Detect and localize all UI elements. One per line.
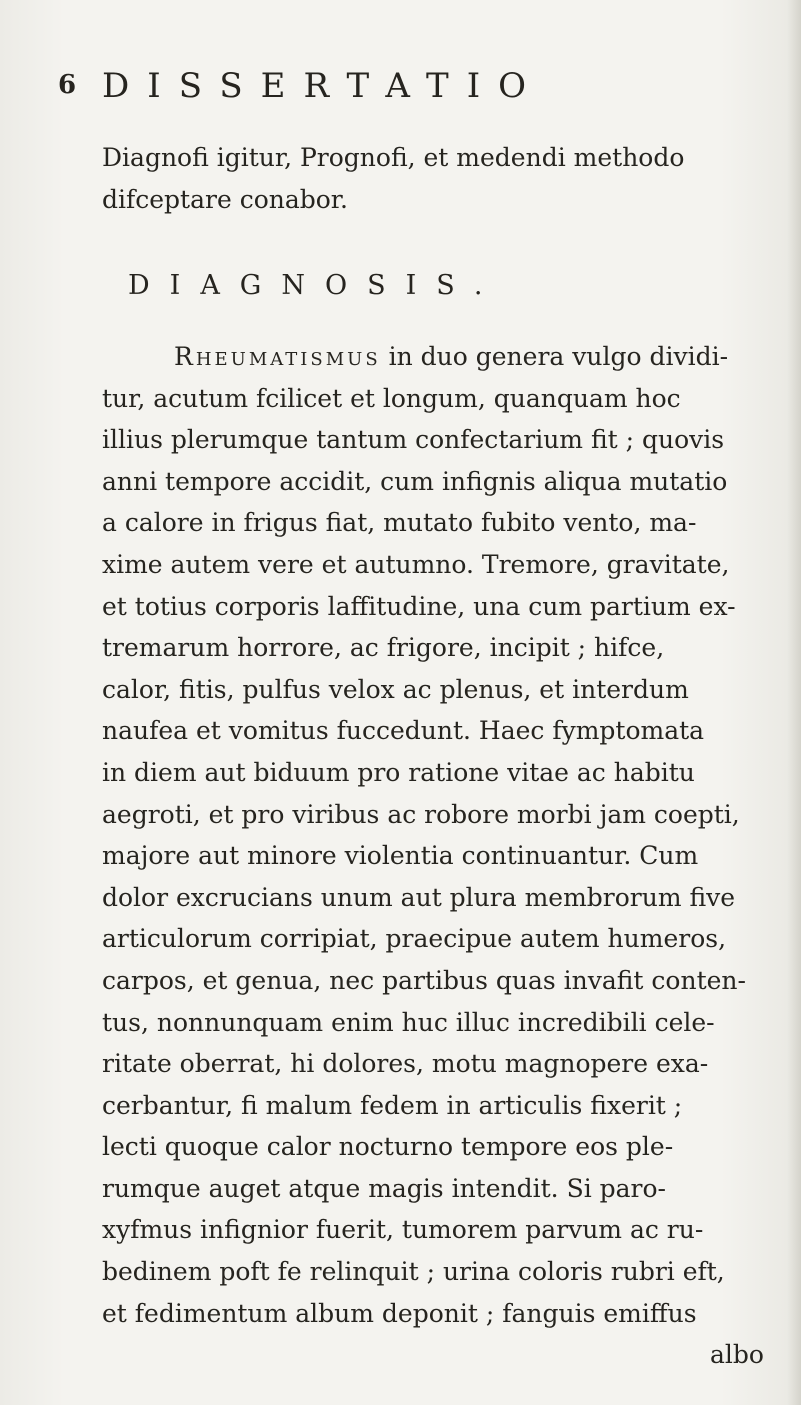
body-line: xime autem vere et autumno. Tremore, gravitate, [102,549,730,579]
body-line: xyfmus infignior fuerit, tumorem parvum ac ru- [102,1215,704,1245]
page-edge-shadow [787,0,801,1405]
intro-line: Diagnofi igitur, Prognofi, et medendi methodo [102,143,685,172]
body-line: et totius corporis laffitudine, una cum partium ex- [102,591,736,621]
body-line: ritate oberrat, hi dolores, motu magnopere exa- [102,1049,709,1079]
intro-paragraph [102,136,752,219]
body-line: cerbantur, fi malum fedem in articulis fixerit ; [102,1090,683,1120]
intro-line: difceptare conabor. [102,184,348,214]
body-line: lecti quoque calor nocturno tempore eos ple- [102,1132,674,1162]
body-line: calor, fitis, pulfus velox ac plenus, et interdum [102,674,689,704]
catchword: albo [710,1340,764,1370]
body-line: illius plerumque tantum confectarium fit ; quovis [102,425,725,455]
body-paragraph [102,336,772,1376]
running-head [58,66,698,116]
body-line: articulorum corripiat, praecipue autem humeros, [102,924,727,954]
running-title: DISSERTATIO [102,66,544,106]
body-line: naufea et vomitus fuccedunt. Haec fymptomata [102,716,705,746]
page-number: 6 [58,70,77,100]
body-line: aegroti, et pro viribus ac robore morbi jam coepti, [102,799,740,829]
body-line: in diem aut biduum pro ratione vitae ac habitu [102,757,695,787]
body-line: carpos, et genua, nec partibus quas invafit conten- [102,965,746,995]
lead-word: Rheumatismus [174,342,381,371]
body-first-line [102,336,772,378]
first-line-rest: in duo genera vulgo dividi- [380,342,729,371]
body-line: et fedimentum album deponit ; fanguis emiffus [102,1298,697,1328]
body-line: tremarum horrore, ac frigore, incipit ; hifce, [102,633,665,663]
body-line: dolor excrucians unum aut plura membrorum five [102,882,736,912]
body-line: majore aut minore violentia continuantur. Cum [102,841,699,871]
body-line: bedinem poft fe relinquit ; urina coloris rubri eft, [102,1257,725,1287]
body-line: tus, nonnunquam enim huc illuc incredibili cele- [102,1007,715,1037]
body-line: rumque auget atque magis intendit. Si paro- [102,1173,666,1203]
body-line: anni tempore accidit, cum infignis aliqua mutatio [102,466,728,496]
body-line: tur, acutum fcilicet et longum, quanquam hoc [102,383,681,413]
section-heading: DIAGNOSIS. [128,270,503,301]
body-line: a calore in frigus fiat, mutato fubito vento, ma- [102,508,697,538]
